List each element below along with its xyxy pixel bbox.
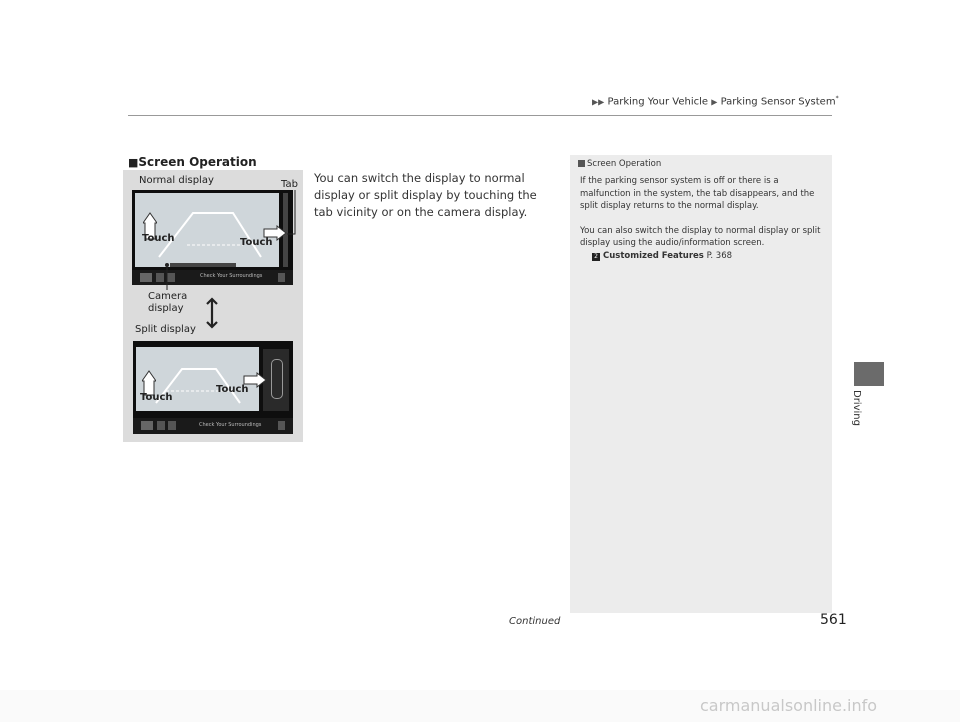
status-bar: [132, 270, 293, 285]
notes-heading: [578, 159, 661, 169]
section-title-text: Screen Operation: [138, 155, 257, 169]
status-text: Check Your Surroundings: [200, 273, 263, 279]
cross-reference[interactable]: [580, 250, 825, 263]
split-sensor-icon[interactable]: [278, 421, 285, 430]
camera-leader-line: [163, 262, 173, 292]
breadcrumb-item-sensor[interactable]: Parking Sensor System: [720, 96, 836, 108]
split-touch-label-camera: Touch: [140, 392, 173, 403]
tab-leader-line: [281, 190, 299, 238]
split-touch-label-tab: Touch: [216, 384, 249, 395]
split-display-label: Split display: [135, 324, 196, 335]
side-tab-label: [848, 390, 868, 435]
vehicle-top-icon: [271, 359, 283, 399]
section-tab[interactable]: [854, 362, 884, 386]
camera-display-label-line2: display: [148, 303, 184, 314]
touch-label-tab: Touch: [240, 237, 273, 248]
section-title: [128, 155, 257, 169]
notes-paragraph-2: You can also switch the display to normal display or split display using the audio/information screen.: [580, 225, 821, 248]
switch-arrow-icon: [204, 297, 220, 329]
continued-label: Continued: [509, 616, 561, 627]
split-status-text: Check Your Surroundings: [199, 422, 262, 428]
notes-body: [580, 175, 825, 262]
normal-display-label: Normal display: [139, 175, 214, 186]
sensor-icon[interactable]: [278, 273, 285, 282]
footnote-mark: *: [835, 95, 839, 102]
split-display-screen: [133, 341, 293, 434]
watermark-bar: [0, 690, 960, 722]
split-camera-mode-icon[interactable]: [141, 421, 153, 430]
breadcrumb-item-parking[interactable]: Parking Your Vehicle: [607, 96, 709, 108]
breadcrumb: [592, 95, 839, 107]
square-bullet-icon: ■: [128, 156, 139, 169]
xref-icon: 2: [592, 253, 600, 261]
watermark: carmanualsonline.info: [700, 696, 878, 715]
header-rule: [128, 115, 832, 116]
view-bar: [170, 263, 236, 267]
split-view-mode-icon[interactable]: [157, 421, 165, 430]
split-status-bar: [133, 418, 293, 434]
camera-display-label: [148, 291, 187, 315]
xref-title[interactable]: Customized Features: [603, 250, 704, 261]
split-car-icon[interactable]: [168, 421, 176, 430]
note-icon: [578, 160, 585, 167]
tab-label: Tab: [281, 179, 298, 190]
page-number: 561: [820, 612, 847, 628]
notes-paragraph-1: If the parking sensor system is off or there is a malfunction in the system, the tab disappears, and the split display returns to the normal display.: [580, 176, 815, 211]
double-arrow-icon: ▶▶: [592, 97, 605, 107]
touch-label-camera: Touch: [142, 233, 175, 244]
side-tab-text: Driving: [851, 390, 862, 426]
xref-page[interactable]: P. 368: [706, 250, 733, 261]
notes-heading-text: Screen Operation: [587, 159, 662, 169]
camera-mode-icon[interactable]: [140, 273, 152, 282]
screen-operation-figure: [123, 170, 303, 442]
camera-display-label-line1: Camera: [148, 291, 188, 302]
arrow-icon: ▶: [711, 97, 718, 107]
body-text: You can switch the display to normal display or split display by touching the tab vicinity or on the camera display.: [314, 171, 537, 219]
